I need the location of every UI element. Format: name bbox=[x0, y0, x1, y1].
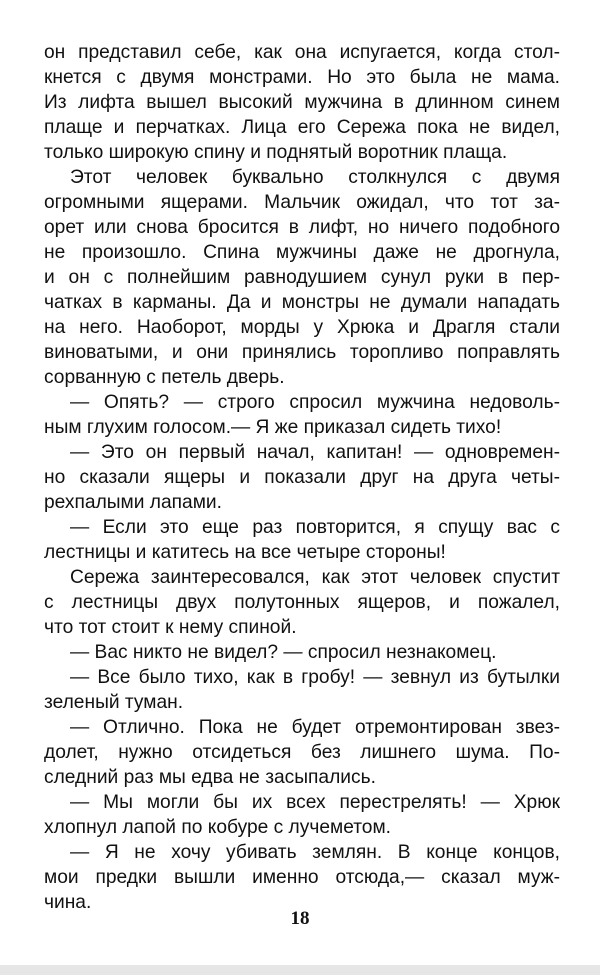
text-line: орет или снова бросится в лифт, но ничего подобного bbox=[44, 217, 560, 238]
text-line: лестницы и катитесь на все четыре стороны! bbox=[44, 542, 446, 563]
text-line: огромными ящерами. Мальчик ожидал, что тот за- bbox=[44, 192, 560, 213]
text-line: плаще и перчатках. Лица его Сережа пока не видел, bbox=[44, 117, 560, 138]
text-line: виноватыми, и они принялись торопливо поправлять bbox=[44, 342, 560, 363]
text-line: Сережа заинтересовался, как этот человек спустит bbox=[70, 567, 560, 588]
text-line: что тот стоит к нему спиной. bbox=[44, 617, 297, 638]
text-line: рехпалыми лапами. bbox=[44, 492, 222, 513]
text-line: с лестницы двух полутонных ящеров, и пожалел, bbox=[44, 592, 560, 613]
text-line: и он с полнейшим равнодушием сунул руки в пер- bbox=[44, 267, 560, 288]
text-line: кнется с двумя монстрами. Но это была не мама. bbox=[44, 67, 560, 88]
text-line: следний раз мы едва не засыпались. bbox=[44, 767, 376, 788]
text-line: — Мы могли бы их всех перестрелять! — Хрюк bbox=[70, 792, 560, 813]
text-line: чина. bbox=[44, 892, 92, 913]
text-line: — Отлично. Пока не будет отремонтирован звез- bbox=[70, 717, 560, 738]
text-line: не произошло. Спина мужчины даже не дрогнула, bbox=[44, 242, 560, 263]
page-number: 18 bbox=[290, 908, 310, 929]
text-line: но сказали ящеры и показали друг на друга четы- bbox=[44, 467, 560, 488]
text-line: Из лифта вышел высокий мужчина в длинном синем bbox=[44, 92, 560, 113]
text-line: зеленый туман. bbox=[44, 692, 184, 713]
text-line: — Опять? — строго спросил мужчина недоволь- bbox=[70, 392, 560, 413]
text-line: — Все было тихо, как в гробу! — зевнул из бутылки bbox=[70, 667, 560, 688]
text-line: чатках в карманы. Да и монстры не думали нападать bbox=[44, 292, 560, 313]
text-line: Этот человек буквально столкнулся с двумя bbox=[70, 167, 560, 188]
text-line: сорванную с петель дверь. bbox=[44, 367, 285, 388]
text-line: — Если это еще раз повторится, я спущу вас с bbox=[70, 517, 560, 538]
text-line: — Я не хочу убивать землян. В конце концов, bbox=[70, 842, 560, 863]
text-line: мои предки вышли именно отсюда,— сказал муж- bbox=[44, 867, 560, 888]
bottom-scan-edge bbox=[0, 965, 600, 975]
text-line: — Вас никто не видел? — спросил незнакомец. bbox=[70, 642, 497, 663]
text-line: хлопнул лапой по кобуре с лучеметом. bbox=[44, 817, 392, 838]
text-line: долет, нужно отсидеться без лишнего шума. По- bbox=[44, 742, 560, 763]
text-line: на него. Наоборот, морды у Хрюка и Драгля стали bbox=[44, 317, 560, 338]
body-text bbox=[44, 40, 560, 915]
text-line: ным глухим голосом.— Я же приказал сидеть тихо! bbox=[44, 417, 502, 438]
text-line: — Это он первый начал, капитан! — одновремен- bbox=[70, 442, 560, 463]
text-line: он представил себе, как она испугается, когда стол- bbox=[44, 42, 560, 63]
text-line: только широкую спину и поднятый воротник плаща. bbox=[44, 142, 508, 163]
